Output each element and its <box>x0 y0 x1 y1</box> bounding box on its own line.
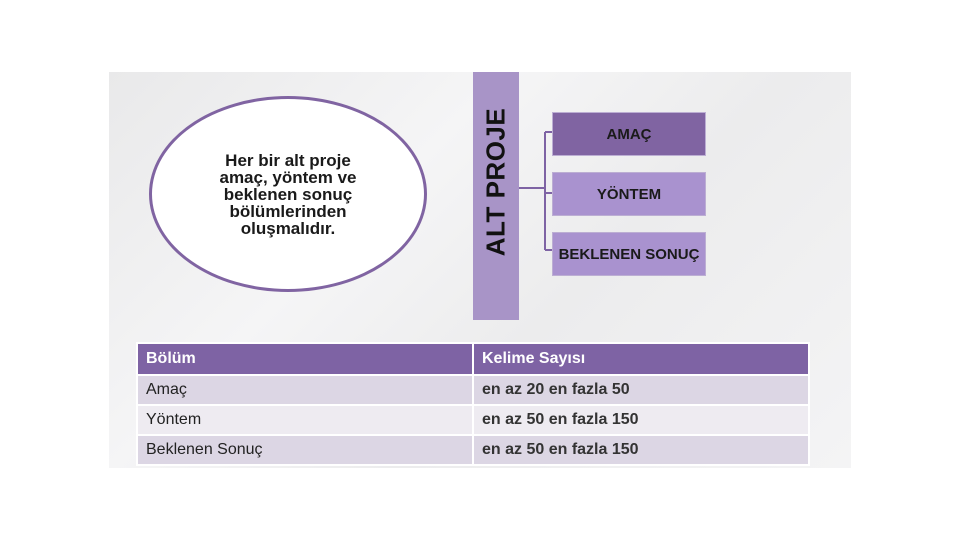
cell-word-count: en az 50 en fazla 150 <box>473 405 809 435</box>
box-beklenen-sonuc: BEKLENEN SONUÇ <box>552 232 706 276</box>
box-yontem: YÖNTEM <box>552 172 706 216</box>
cell-section: Yöntem <box>137 405 473 435</box>
cell-section: Beklenen Sonuç <box>137 435 473 465</box>
table-row <box>137 435 809 465</box>
alt-proje-bar <box>473 72 519 320</box>
table-row <box>137 405 809 435</box>
table-row <box>137 375 809 405</box>
header-kelime-sayisi: Kelime Sayısı <box>473 343 809 375</box>
slide <box>109 72 851 468</box>
box-amac: AMAÇ <box>552 112 706 156</box>
alt-proje-label: ALT PROJE <box>480 107 511 257</box>
word-count-table <box>136 342 810 466</box>
cell-section: Amaç <box>137 375 473 405</box>
summary-ellipse <box>149 96 427 292</box>
cell-word-count: en az 50 en fazla 150 <box>473 435 809 465</box>
ellipse-text: Her bir alt proje amaç, yöntem ve beklenen sonuç bölümlerinden oluşmalıdır. <box>219 150 357 238</box>
table-header-row <box>137 343 809 375</box>
header-bolum: Bölüm <box>137 343 473 375</box>
cell-word-count: en az 20 en fazla 50 <box>473 375 809 405</box>
